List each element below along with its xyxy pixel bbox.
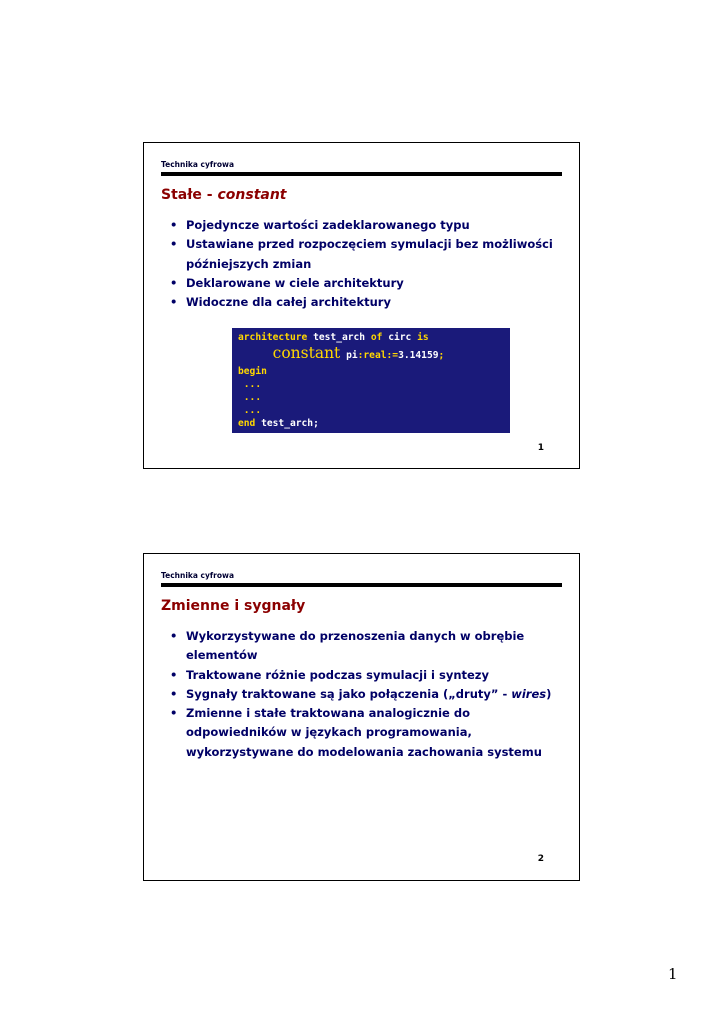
bullet-item xyxy=(170,685,559,704)
code-indent xyxy=(238,350,273,361)
bullet-text: ) xyxy=(546,686,552,701)
slide-header: Technika cyfrowa xyxy=(161,571,235,580)
slide-page-number: 1 xyxy=(537,443,544,453)
slide-2 xyxy=(143,553,580,881)
code-keyword: begin xyxy=(238,366,267,377)
bullet-item: • Deklarowane w ciele architektury xyxy=(170,274,559,293)
code-keyword: architecture xyxy=(238,332,308,343)
code-keyword: of xyxy=(370,332,383,343)
code-identifier: pi xyxy=(340,350,358,361)
bullet-emphasis: wires xyxy=(511,686,547,701)
code-value: 3.14159 xyxy=(398,350,439,361)
slide-header: Technika cyfrowa xyxy=(161,160,235,169)
title-emphasis: constant xyxy=(217,187,287,203)
bullet-item: • Ustawiane przed rozpoczęciem symulacji bez możliwości późniejszych zmian xyxy=(170,235,559,274)
code-ellipsis: ... xyxy=(238,379,262,390)
header-rule xyxy=(161,172,562,176)
bullet-list xyxy=(170,627,559,762)
header-rule xyxy=(161,583,562,587)
bullet-item: • Widoczne dla całej architektury xyxy=(170,293,559,312)
sheet-page-number: 1 xyxy=(668,965,678,983)
slide-1 xyxy=(143,142,580,469)
code-semicolon: ; xyxy=(438,350,445,361)
slide-title xyxy=(161,187,287,203)
slide-title: Zmienne i sygnały xyxy=(161,598,306,614)
bullet-item: • Wykorzystywane do przenoszenia danych w obrębie elementów xyxy=(170,627,559,666)
bullet-item: • Pojedyncze wartości zadeklarowanego typu xyxy=(170,216,559,235)
code-ellipsis: ... xyxy=(238,392,262,403)
code-identifier: test_arch; xyxy=(255,418,319,429)
title-main: Stałe - xyxy=(161,187,218,203)
code-type: :real:= xyxy=(357,350,399,361)
code-identifier: test_arch xyxy=(307,332,371,343)
slide-page-number: 2 xyxy=(537,854,544,864)
bullet-item: • Zmienne i stałe traktowana analogicznie do odpowiedników w językach programowania, wykorzystywane do modelowania zachowania systemu xyxy=(170,704,559,762)
code-ellipsis: ... xyxy=(238,405,262,416)
code-block xyxy=(232,328,510,433)
bullet-text: Sygnały traktowane są jako połączenia („druty” - xyxy=(186,686,512,701)
code-keyword-constant: constant xyxy=(272,344,341,362)
bullet-item: • Traktowane różnie podczas symulacji i syntezy xyxy=(170,666,559,685)
code-identifier: circ xyxy=(382,332,418,343)
bullet-list xyxy=(170,216,559,312)
code-keyword: is xyxy=(417,332,429,343)
code-keyword: end xyxy=(238,418,256,429)
